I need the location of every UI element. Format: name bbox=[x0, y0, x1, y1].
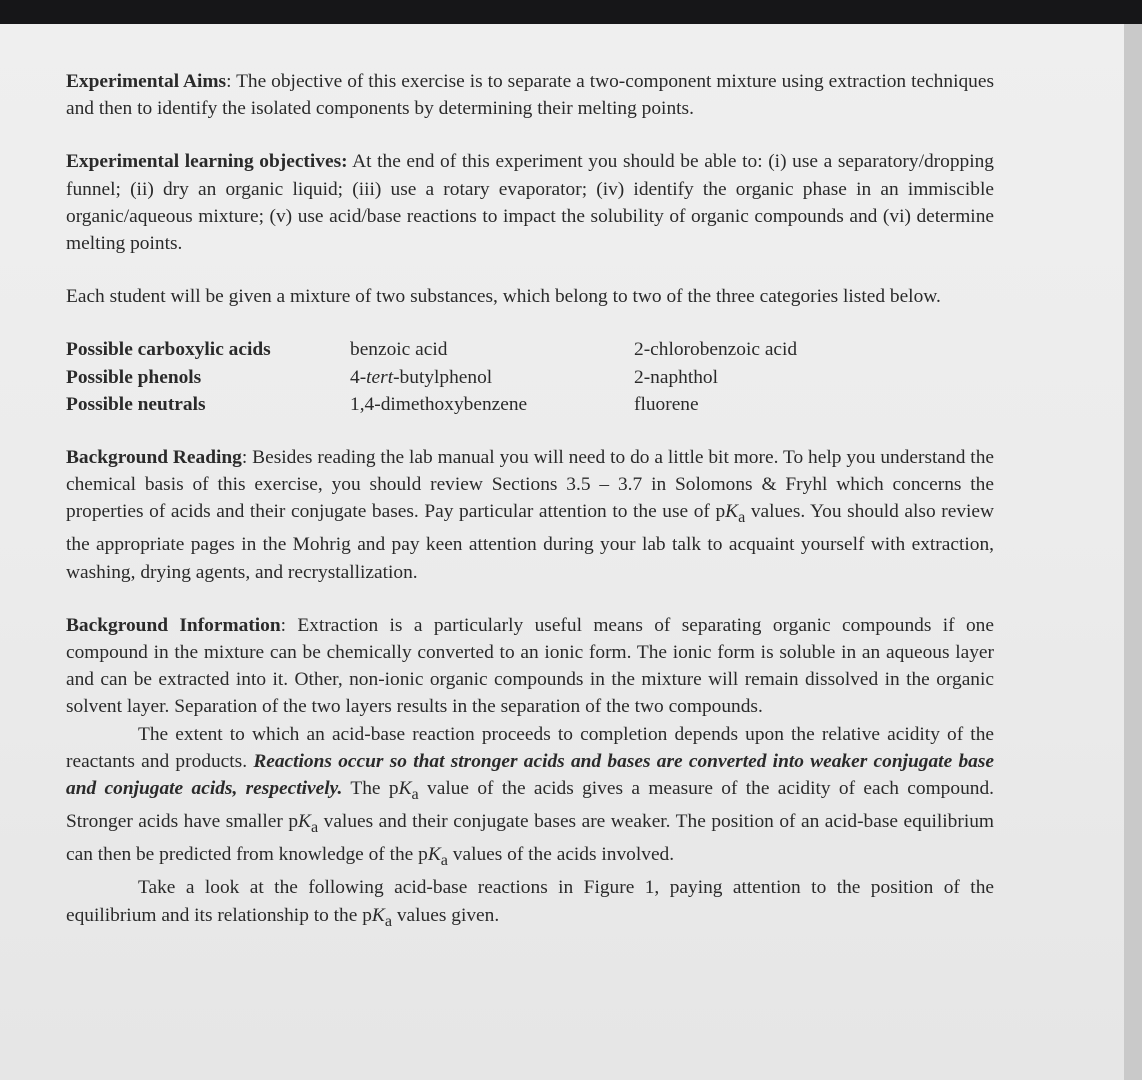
acid-base-text: values of the acids involved. bbox=[447, 844, 675, 866]
category-compound-a: benzoic acid bbox=[350, 339, 448, 361]
figure-reference-text: values given. bbox=[392, 904, 500, 926]
acid-base-text: The extent to which an acid-base reaction proceeds to completion depends upon the relative acidity of the reactants and products. bbox=[66, 723, 994, 772]
acid-base-text: The p bbox=[342, 778, 399, 800]
compound-suffix: -butylphenol bbox=[393, 366, 493, 388]
category-row bbox=[66, 391, 994, 418]
figure-reference-paragraph bbox=[66, 874, 994, 934]
pka-k: K bbox=[371, 904, 385, 926]
experimental-aims-heading: Experimental Aims bbox=[66, 71, 227, 92]
compound-prefix: 4- bbox=[350, 366, 367, 388]
background-reading-heading: Background Reading bbox=[66, 446, 242, 468]
category-compound-b: fluorene bbox=[634, 393, 699, 415]
category-compound-b: 2-naphthol bbox=[634, 366, 719, 388]
pka-k: K bbox=[298, 811, 311, 833]
intro-paragraph: Each student will be given a mixture of two substances, which belong to two of the three categories listed below. bbox=[66, 286, 941, 308]
background-reading-text-cont: values. You should also review the appropriate pages in the Mohrig and pay keen attention during your lab talk to acquaint yourself with extraction, washing, drying agents, and recrystallization. bbox=[66, 501, 995, 583]
category-label: Possible neutrals bbox=[66, 393, 206, 415]
screen-top-edge bbox=[0, 0, 1142, 24]
figure-reference-text: Take a look at the following acid-base reactions in Figure 1, paying attention to the position of the equilibrium and its relationship to the p bbox=[66, 877, 994, 926]
category-compound-a bbox=[350, 364, 634, 391]
acid-base-paragraph bbox=[66, 721, 994, 875]
category-label: Possible phenols bbox=[66, 366, 202, 388]
screen-right-edge bbox=[1124, 24, 1142, 1080]
category-label: Possible carboxylic acids bbox=[66, 339, 271, 361]
pka-k: K bbox=[398, 778, 412, 800]
acid-base-text: values and their conjugate bases are weaker. The position of an acid-base equilibrium can then be predicted from knowledge of the p bbox=[66, 811, 994, 866]
experimental-aims-text: : The objective of this exercise is to separate a two-component mixture using extraction techniques and then to identify the isolated components by determining their melting points. bbox=[66, 71, 994, 120]
categories-table bbox=[66, 336, 994, 418]
category-compound-a: 1,4-dimethoxybenzene bbox=[350, 393, 528, 415]
background-reading-paragraph bbox=[66, 444, 994, 586]
pka-subscript: a bbox=[384, 912, 393, 930]
pka-subscript: a bbox=[738, 509, 746, 527]
pka-subscript: a bbox=[440, 852, 448, 870]
category-compound-b: 2-chlorobenzoic acid bbox=[634, 339, 798, 361]
compound-italic-part: tert bbox=[366, 366, 394, 388]
learning-objectives-text: At the end of this experiment you should be able to: (i) use a separatory/dropping funnel; (ii) dry an organic liquid; (iii) use a rotary evaporator; (iv) identify the organic phase in an immiscible organic/aqueous mixture; (v) use acid/base reactions to impact the solubility of organic compounds and (vi) determine melting points. bbox=[66, 151, 994, 255]
category-row bbox=[66, 364, 994, 391]
pka-subscript: a bbox=[310, 819, 319, 837]
pka-k: K bbox=[725, 501, 739, 523]
experimental-aims-paragraph bbox=[66, 68, 994, 122]
background-reading-text: : Besides reading the lab manual you will need to do a little bit more. To help you understand the chemical basis of this exercise, you should review Sections 3.5 – 3.7 in Solomons & Fryhl which concerns the properties of acids and their conjugate bases. Pay particular attention to the use of p bbox=[66, 446, 994, 523]
learning-objectives-heading: Experimental learning objectives: bbox=[66, 151, 348, 173]
background-information-paragraph bbox=[66, 612, 994, 721]
document-page bbox=[0, 24, 1124, 1080]
background-information-heading: Background Information bbox=[66, 614, 281, 636]
pka-subscript: a bbox=[411, 785, 419, 803]
background-information-text: : Extraction is a particularly useful means of separating organic compounds if one compound in the mixture can be chemically converted to an ionic form. The ionic form is soluble in an aqueous layer and can be extracted into it. Other, non-ionic organic compounds in the mixture will remain dissolved in the organic solvent layer. Separation of the two layers results in the separation of the two compounds. bbox=[66, 614, 994, 718]
emphasis-statement: Reactions occur so that stronger acids and bases are converted into weaker conjugate base and conjugate acids, respectively. bbox=[66, 750, 994, 800]
pka-k: K bbox=[427, 844, 441, 866]
learning-objectives-paragraph bbox=[66, 148, 994, 257]
category-row bbox=[66, 336, 994, 363]
acid-base-text: value of the acids gives a measure of the acidity of each compound. Stronger acids have smaller p bbox=[66, 778, 994, 833]
